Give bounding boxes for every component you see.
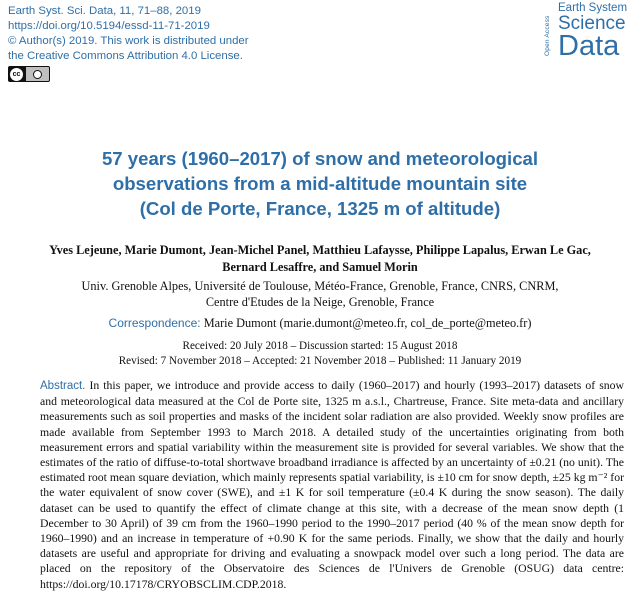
correspondence-label: Correspondence: — [108, 316, 201, 330]
license-notice: the Creative Commons Attribution 4.0 License. — [8, 50, 243, 62]
logo-line-2: Science — [558, 13, 626, 34]
journal-logo — [544, 2, 630, 60]
paper-title — [0, 146, 640, 221]
publication-dates — [0, 339, 640, 369]
logo-line-1: Earth System — [558, 2, 628, 14]
title-line-3: (Col de Porte, France, 1325 m of altitude) — [139, 198, 501, 219]
title-line-2: observations from a mid-altitude mountain site — [112, 173, 528, 194]
logo-line-3: Data — [558, 30, 620, 62]
title-line-1: 57 years (1960–2017) of snow and meteorological — [101, 148, 539, 169]
copyright-notice: © Author(s) 2019. This work is distributed under — [8, 35, 249, 47]
dates-line-2: Revised: 7 November 2018 – Accepted: 21 November 2018 – Published: 11 January 2019 — [118, 355, 522, 367]
journal-citation: Earth Syst. Sci. Data, 11, 71–88, 2019 — [8, 5, 201, 17]
person-icon — [33, 70, 42, 79]
correspondence-text: Marie Dumont (marie.dumont@meteo.fr, col_de_porte@meteo.fr) — [203, 316, 532, 330]
authors-line-1: Yves Lejeune, Marie Dumont, Jean-Michel Panel, Matthieu Lafaysse, Philippe Lapalus, Erwan Le Gac, — [49, 243, 591, 257]
doi-link[interactable]: https://doi.org/10.5194/essd-11-71-2019 — [8, 20, 210, 32]
abstract-text: In this paper, we introduce and provide access to daily (1960–2017) and hourly (1993–2017) datasets of snow and meteorological data measured at the Col de Porte site, 1325 m a.s.l., Chartreuse, France. Site meta-data and ancillary measurements such as soil properties and masks of the incident solar radiation are also provided. Weekly snow profiles are made available from September 1993 to March 2018. A detailed study of the uncertainties originating from both measurement errors and spatial variability within the measurement site is provided for several variables. We show that the estimates of the ratio of diffuse-to-total shortwave broadband irradiance is affected by an uncertainty of ±0.21 (no unit). The estimated root mean square deviation, which mainly represents spatial variability, is ±10 cm for snow depth, ±25 kg m⁻² for the water equivalent of snow cover (SWE), and ±1 K for soil temperature (±0.4 K during the snow season). The daily dataset can be used to quantify the effect of climate change at this site, with a decrease of the mean snow depth (1 December to 30 April) of 39 cm from the 1960–1990 period to the 1990–2017 period (40 % of the mean snow depth for 1960–1990) and an increase in temperature of +0.90 K for the same periods. Finally, we show that the daily and hourly datasets are useful and appropriate for driving and evaluating a snowpack model over such a long period. The data are placed on the repository of the Observatoire des Sciences de l'Univers de Grenoble (OSUG) data centre: https://doi.org/10.17178/CRYOBSCLIM.CDP.2018. — [40, 379, 625, 591]
affiliation — [30, 278, 610, 310]
authors-line-2: Bernard Lesaffre, and Samuel Morin — [222, 260, 418, 274]
by-icon — [26, 67, 49, 81]
citation-block — [8, 4, 249, 64]
open-access-label: Open Access — [544, 15, 551, 56]
affiliation-line-2: Centre d'Etudes de la Neige, Grenoble, France — [205, 295, 435, 309]
abstract — [40, 378, 624, 592]
author-list — [30, 242, 610, 276]
correspondence — [0, 316, 640, 331]
cc-icon: cc — [10, 68, 23, 81]
cc-by-license-icon[interactable] — [8, 66, 50, 82]
dates-line-1: Received: 20 July 2018 – Discussion started: 15 August 2018 — [182, 340, 458, 352]
abstract-label: Abstract. — [40, 380, 86, 392]
affiliation-line-1: Univ. Grenoble Alpes, Université de Toulouse, Météo-France, Grenoble, France, CNRS, CNRM, — [81, 279, 559, 293]
